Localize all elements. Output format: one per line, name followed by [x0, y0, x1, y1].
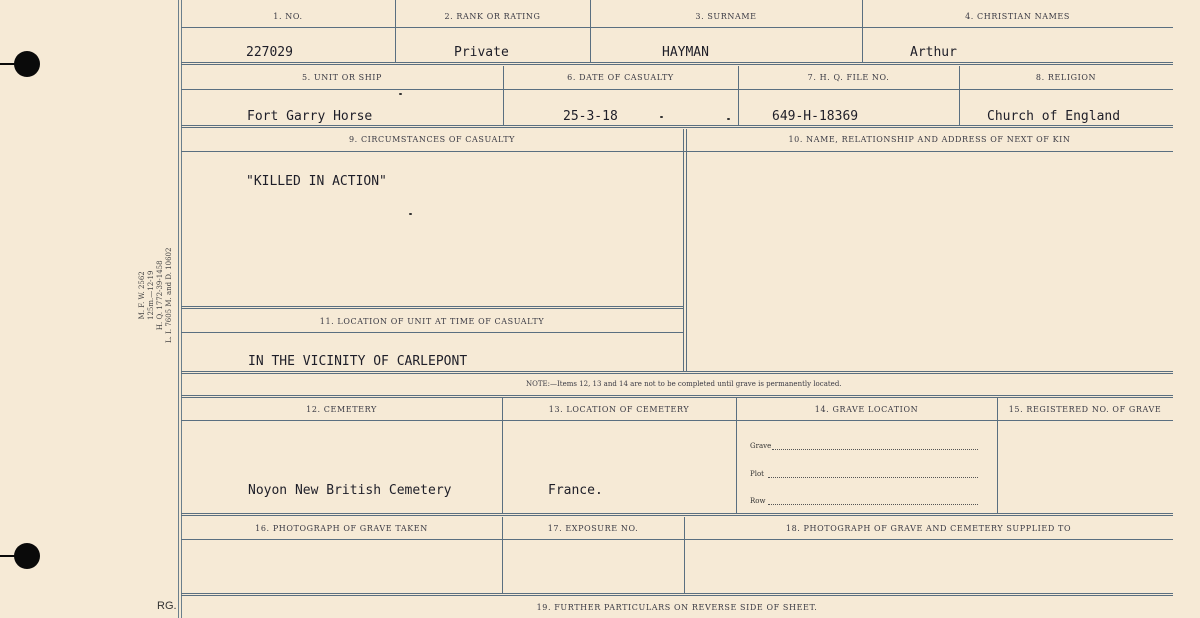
label-exposure: 17. EXPOSURE NO. [547, 524, 639, 533]
label-surname: 3. SURNAME [695, 12, 757, 21]
value-circumstances: "KILLED IN ACTION" [246, 174, 387, 189]
rule [181, 513, 1173, 516]
rule [181, 539, 1173, 540]
binder-hole-slit-top [0, 63, 20, 65]
rule [181, 332, 683, 333]
label-no: 1. NO. [273, 12, 303, 21]
form-code-line: L. I. 7605 M. and D. 10602 [165, 247, 173, 343]
row-field-line [768, 504, 978, 505]
rule [181, 593, 1173, 596]
completion-note: NOTE:—Items 12, 13 and 14 are not to be completed until grave is permanently located. [526, 380, 842, 388]
binder-hole-slit-bottom [0, 555, 20, 557]
grave-field-line [772, 449, 978, 450]
rule [181, 306, 683, 309]
ink-speck [727, 118, 730, 120]
label-date: 6. DATE OF CASUALTY [567, 73, 674, 82]
value-hq-file: 649-H-18369 [772, 109, 859, 124]
label-location-unit: 11. LOCATION OF UNIT AT TIME OF CASUALTY [319, 317, 545, 326]
label-grave-location: 14. GRAVE LOCATION [814, 405, 919, 414]
label-cemetery-location: 13. LOCATION OF CEMETERY [548, 405, 690, 414]
value-date: 25-3-18 [563, 109, 618, 124]
ink-speck [409, 213, 412, 215]
divider [997, 398, 998, 514]
value-surname: HAYMAN [662, 45, 709, 60]
form-code-line: H. Q. 1772-39-1458 [156, 260, 164, 331]
value-cemetery: Noyon New British Cemetery [248, 483, 452, 498]
rule [181, 89, 1173, 90]
form-code-line: 125m.—12-19 [147, 270, 155, 320]
rule [181, 371, 1173, 374]
label-unit: 5. UNIT OR SHIP [301, 73, 383, 82]
label-photo-taken: 16. PHOTOGRAPH OF GRAVE TAKEN [255, 524, 428, 533]
rule [181, 27, 1173, 28]
rule [181, 151, 1173, 152]
divider [395, 0, 396, 62]
value-religion: Church of England [987, 109, 1121, 124]
divider [736, 398, 737, 514]
rule [181, 420, 1173, 421]
ink-speck [660, 116, 663, 118]
value-christian-names: Arthur [910, 45, 957, 60]
value-cemetery-location: France. [548, 483, 603, 498]
label-christian-names: 4. CHRISTIAN NAMES [965, 12, 1070, 21]
label-hq-file: 7. H. Q. FILE NO. [807, 73, 890, 82]
ink-speck [399, 93, 402, 95]
label-photo-supplied: 18. PHOTOGRAPH OF GRAVE AND CEMETERY SUPPLIED TO [785, 524, 1072, 533]
value-unit: Fort Garry Horse [247, 109, 373, 124]
label-cemetery: 12. CEMETERY [306, 405, 377, 414]
rule [181, 395, 1173, 398]
rg-mark: RG. [157, 600, 177, 612]
value-no: 227029 [246, 45, 293, 60]
plot-field-line [768, 477, 978, 478]
footer-further-particulars: 19. FURTHER PARTICULARS ON REVERSE SIDE OF SHEET. [536, 603, 818, 612]
form-code-text [138, 248, 174, 343]
label-next-of-kin: 10. NAME, RELATIONSHIP AND ADDRESS OF NEXT OF KIN [788, 135, 1071, 144]
value-rank: Private [454, 45, 509, 60]
divider [502, 398, 503, 514]
divider [590, 0, 591, 62]
rule [181, 125, 1173, 128]
form-code-line: M. F. W. 2562 [138, 271, 146, 320]
label-circumstances: 9. CIRCUMSTANCES OF CASUALTY [348, 135, 516, 144]
plot-field-label: Plot [750, 470, 764, 478]
grave-field-label: Grave [750, 442, 772, 450]
margin-rule-outer [178, 0, 179, 618]
divider [686, 129, 687, 372]
divider [862, 0, 863, 62]
label-rank: 2. RANK OR RATING [444, 12, 541, 21]
label-registered-no: 15. REGISTERED NO. OF GRAVE [1008, 405, 1162, 414]
rule [181, 62, 1173, 65]
divider [683, 129, 684, 372]
label-religion: 8. RELIGION [1035, 73, 1097, 82]
row-field-label: Row [750, 497, 766, 505]
value-location-unit: IN THE VICINITY OF CARLEPONT [248, 354, 468, 369]
